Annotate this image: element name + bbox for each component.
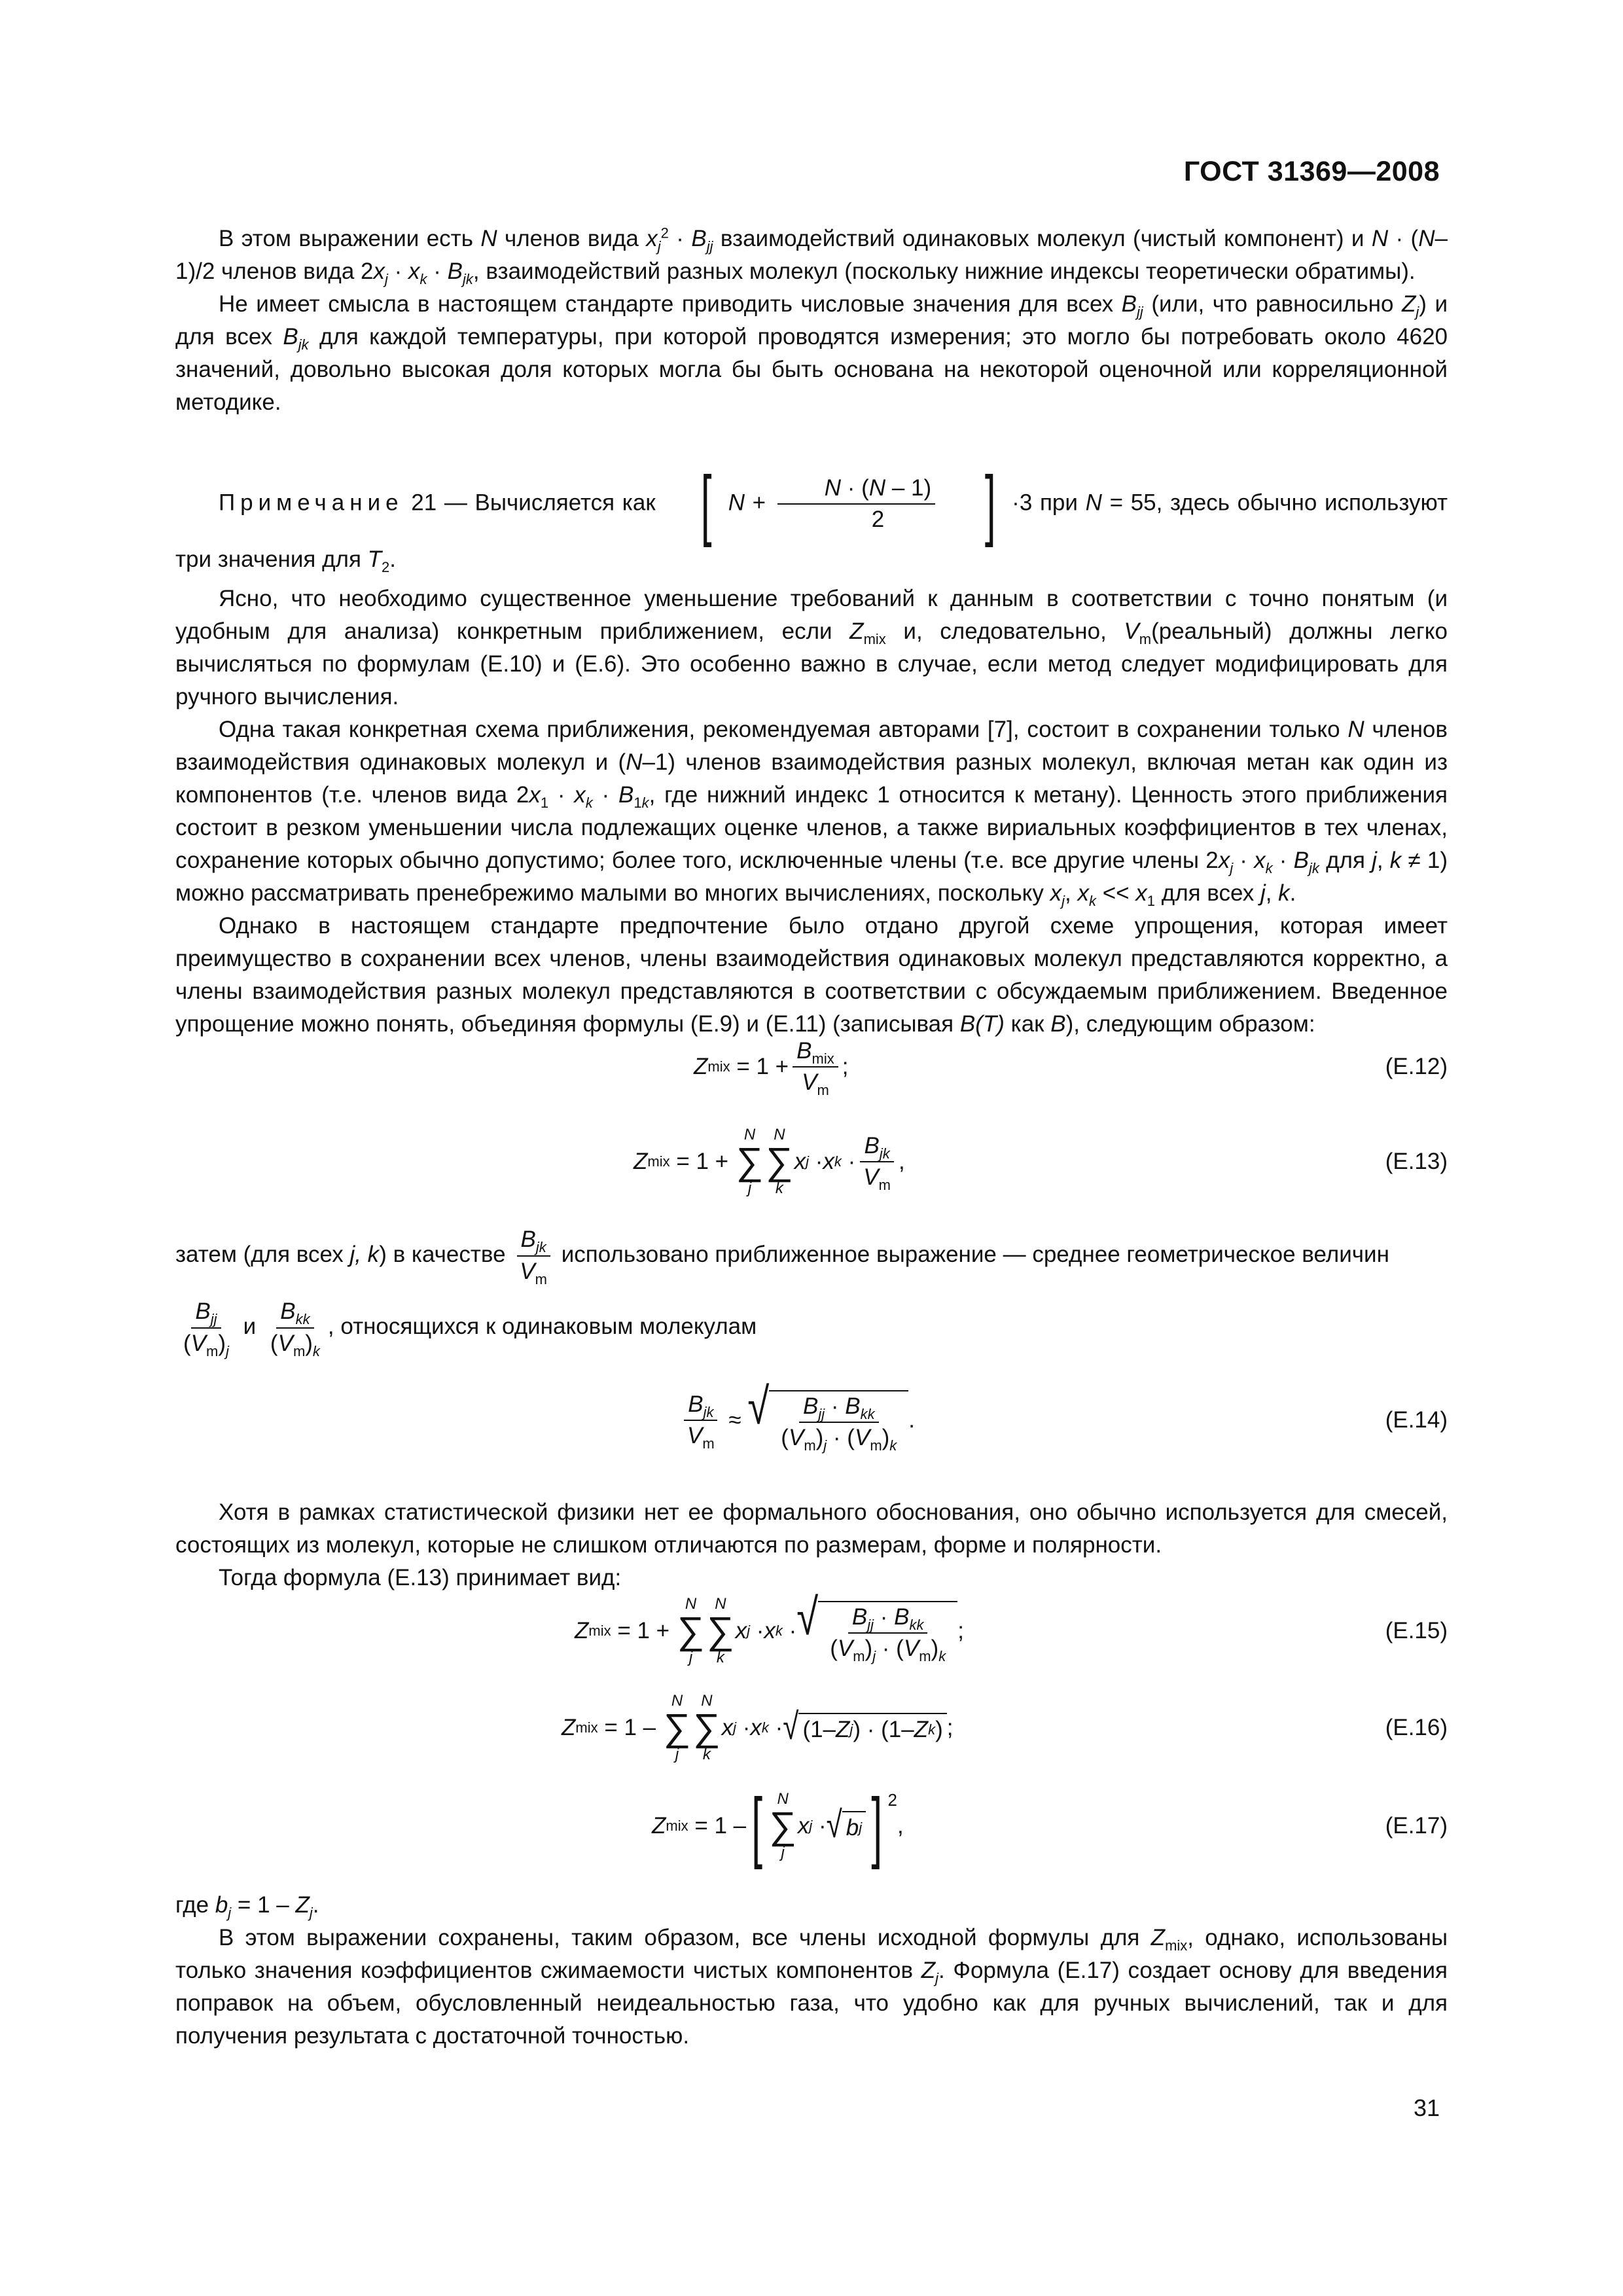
equation-number: (Е.14) (1385, 1407, 1448, 1433)
equation-e17: Z mix = 1 – [ N ∑ j x j · √ b j ] $^2$ , (Е.17) (652, 1782, 1448, 1870)
paragraph-9: где $b_j = 1 - Z_j$. (175, 1892, 319, 1921)
body-text-block-2 (175, 583, 1448, 1041)
paragraph-8: Тогда формула (Е.13) принимает вид: (219, 1565, 622, 1590)
paragraph-3: Ясно, что необходимо существенное уменьшение требований к данным в соответствии с точно понятым (и удобным для анализа) конкретным приближением, если $Z_{mix}$ и, следовательно, $V_m(реальный)$ должны легко вычисляться по формулам (Е.10) и (Е.6). Это особенно важно в случае, если метод следует модифицировать для ручного вычисления. (175, 586, 1448, 709)
body-text-block-1 (175, 223, 1448, 419)
paragraph-1: В этом выражении есть N членов вида $x_j^2 \cdot B_{jj}$ взаимодействий одинаковых молекул (чистый компонент) и N · (N–1)/2 членов вида $2x_j \cdot x_k \cdot B_{jk}$, взаимодействий разных молекул (поскольку нижние индексы теоретически обратимы). (175, 224, 1448, 287)
equation-e12: Z mix = 1 + $\frac{B_{mix}}{V_m}$ ; (Е.12) (175, 1028, 1448, 1106)
paragraph-6-cont: $\frac{B_{jj}}{(V_m)_j}$ и $\frac{B_{kk}}{(V_m)_k}$ , относящихся к одинаковым молекулам (183, 1299, 757, 1359)
body-text-block-3 (175, 1219, 1448, 1363)
equation-number: (Е.13) (1385, 1149, 1448, 1174)
equation-e13: Z mix = 1 + N ∑ j N ∑ k x j · x k · $\frac{B_{jk}}{V_m}$ , (Е.13) (175, 1122, 1448, 1201)
paragraph-5: Однако в настоящем стандарте предпочтение было отдано другой схеме упрощения, которая имеет преимущество в сохранении всех членов, члены взаимодействия одинаковых молекул представляются корректно, а члены взаимодействия разных молекул представляются в соответствии с обсуждаемым приближением. Введенное упрощение можно понять, объединяя формулы (Е.9) и (Е.11) (записывая B(T) как B), следующим образом: (175, 913, 1448, 1037)
equation-e16: Z mix = 1 – N ∑ j N ∑ k x j · x k · √ (1– Z j ) · (1– Z k ) ; (Е.16) (175, 1689, 1448, 1767)
paragraph-6: затем (для всех j, k) в качестве $\frac{B_{jk}}{V_m}$ использовано приближенное выражение — среднее геометрическое величин (175, 1227, 1389, 1287)
equation-number: (Е.12) (1385, 1054, 1448, 1079)
paragraph-10: В этом выражении сохранены, таким образом, все члены исходной формулы для $Z_{mix}$, однако, использованы только значения коэффициентов сжимаемости чистых компонентов $Z_j$. Формула (Е.17) создает основу для введения поправок на объем, обусловленный неидеальностью газа, что удобно как для ручных вычислений, так и для получения результата с достаточной точностью. (175, 1925, 1448, 2049)
equation-number: (Е.16) (1385, 1715, 1448, 1740)
note-block (175, 460, 1448, 576)
document-header: ГОСТ 31369—2008 (1183, 156, 1440, 187)
paragraph-2: Не имеет смысла в настоящем стандарте приводить числовые значения для всех $B_{jj}$ (или, что равносильно $Z_j$) и для всех $B_{jk}$ для каждой температуры, при которой проводятся измерения; это могло бы потребовать около 4620 значений, довольно высокая доля которых могла бы быть основана на некоторой оценочной или корреляционной методике. (175, 291, 1448, 415)
equation-number: (Е.15) (1385, 1618, 1448, 1643)
body-text-block-4 (175, 1496, 1448, 1594)
paragraph-4: Одна такая конкретная схема приближения, рекомендуемая авторами [7], состоит в сохранении только N членов взаимодействия одинаковых молекул и (N–1) членов взаимодействия разных молекул, включая метан как один из компонентов (т.е. членов вида $2x_1 \cdot x_k \cdot B_{1k}$, где нижний индекс 1 относится к метану). Ценность этого приближения состоит в резком уменьшении числа подлежащих оценке членов, а также вириальных коэффициентов в тех членах, сохранение которых обычно допустимо; более того, исключенные члены (т.е. все другие члены $2x_j \cdot x_k \cdot B_{jk}$ для j, k ≠ 1) можно рассматривать пренебрежимо малыми во многих вычислениях, поскольку $x_j$, $x_k << x_1$ для всех j, k. (175, 717, 1448, 909)
body-text-block-5 (175, 1889, 1448, 2053)
equation-e15: Z mix = 1 + N ∑ j N ∑ k x j · x k · √ $\frac{B_{jj} \cdot B_{kk}}{(V_m)_j \cdot (V_m)_k}$ ; (Е.15) (175, 1592, 1448, 1670)
paragraph-7: Хотя в рамках статистической физики нет ее формального обоснования, оно обычно используется для смесей, состоящих из молекул, которые не слишком отличаются по размерам, форме и полярности. (175, 1499, 1448, 1558)
equation-number: (Е.17) (1385, 1813, 1448, 1839)
equation-e14: $\frac{B_{jk}}{V_m}$ ≈ √ $\frac{B_{jj} \cdot B_{kk}}{(V_m)_j \cdot (V_m)_k}$ . (Е.14) (175, 1381, 1448, 1460)
note-21: Примечание 21 — Вычисляется как [ N + $\frac{N \cdot (N - 1)}{2}$ ] ·3 при N = 55, здесь обычно используют три значения для $T_2$. (175, 460, 1448, 575)
page-number: 31 (1413, 2094, 1440, 2121)
